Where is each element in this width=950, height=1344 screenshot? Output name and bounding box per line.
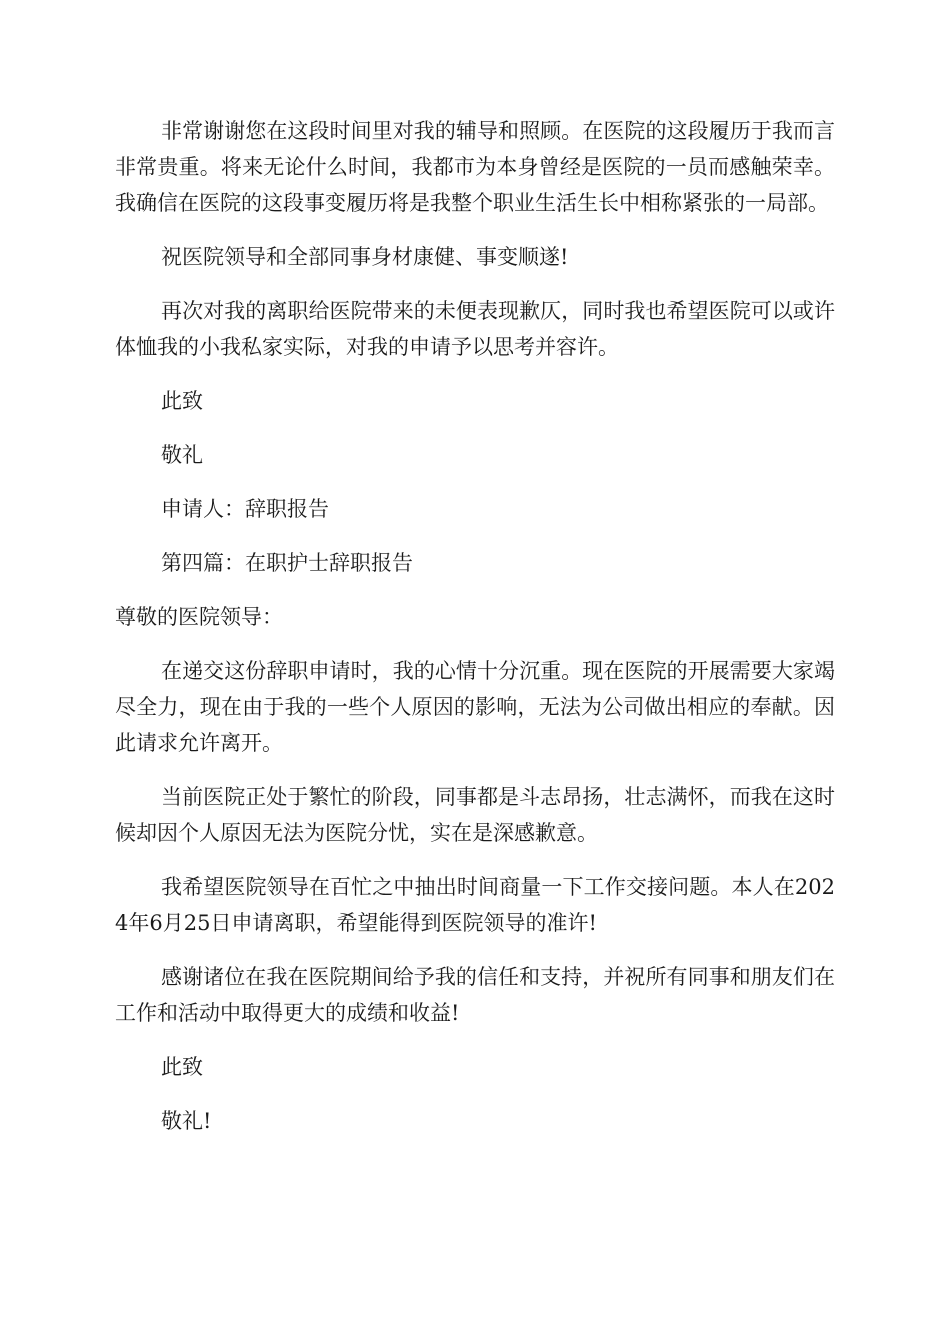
paragraph-resignation: 在递交这份辞职申请时，我的心情十分沉重。现在医院的开展需要大家竭尽全力，现在由于我的一些个人原因的影响，无法为公司做出相应的奉献。因此请求允许离开。 xyxy=(115,659,835,755)
applicant-signature: 申请人：辞职报告 xyxy=(161,497,329,521)
paragraph-wishes: 祝医院领导和全部同事身材康健、事变顺遂! xyxy=(161,245,569,269)
paragraph-busy-period: 当前医院正处于繁忙的阶段，同事都是斗志昂扬，壮志满怀，而我在这时候却因个人原因无法为医院分忧，实在是深感歉意。 xyxy=(115,785,835,845)
paragraph-gratitude: 感谢诸位在我在医院期间给予我的信任和支持，并祝所有同事和朋友们在工作和活动中取得更大的成绩和收益! xyxy=(115,965,835,1025)
section-heading: 第四篇：在职护士辞职报告 xyxy=(161,551,413,575)
paragraph-apology: 再次对我的离职给医院带来的未便表现歉仄，同时我也希望医院可以或许体恤我的小我私家实际，对我的申请予以思考并容许。 xyxy=(115,299,835,359)
document-body xyxy=(115,113,835,1157)
paragraph-handover: 我希望医院领导在百忙之中抽出时间商量一下工作交接问题。本人在2024年6月25日申请离职，希望能得到医院领导的准许! xyxy=(115,875,835,935)
closing-regards: 敬礼 xyxy=(161,443,203,467)
letter-greeting: 尊敬的医院领导： xyxy=(115,605,283,629)
paragraph-thanks: 非常谢谢您在这段时间里对我的辅导和照顾。在医院的这段履历于我而言非常贵重。将来无论什么时间，我都市为本身曾经是医院的一员而感触荣幸。我确信在医院的这段事变履历将是我整个职业生活生长中相称紧张的一局部。 xyxy=(115,119,835,215)
closing-salutation: 此致 xyxy=(161,389,203,413)
closing-salutation-2: 此致 xyxy=(161,1055,203,1079)
closing-regards-2: 敬礼! xyxy=(161,1109,212,1133)
